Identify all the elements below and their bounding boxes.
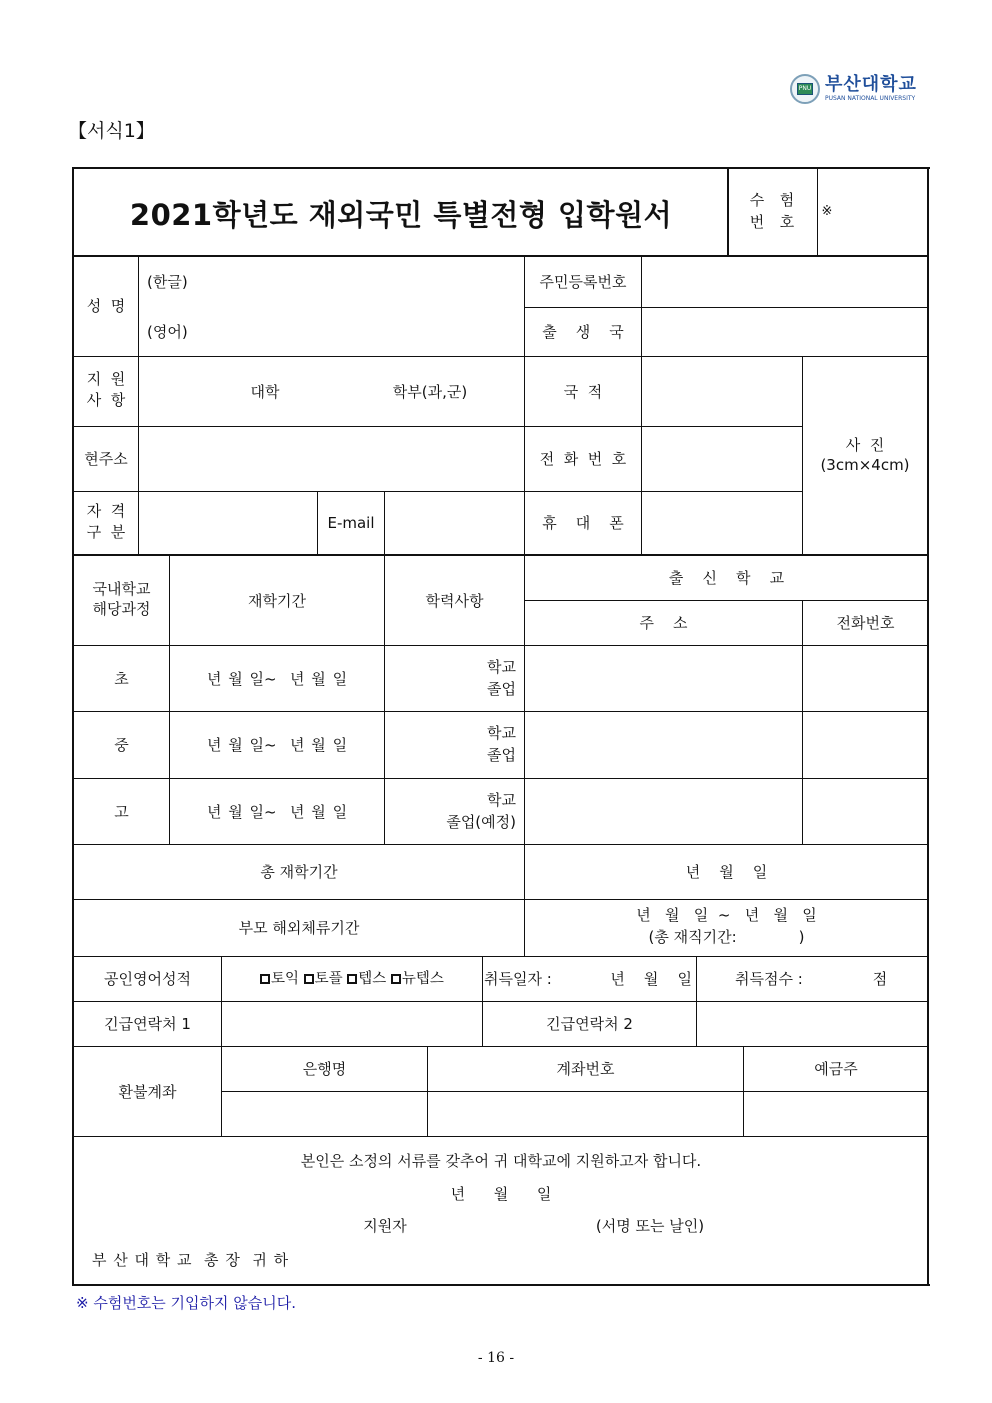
email-label: E-mail (327, 514, 375, 532)
footnote: ※ 수험번호는 기입하지 않습니다. (76, 1294, 297, 1312)
option-new-teps[interactable]: 뉴텝스 (391, 969, 444, 989)
checkbox-icon[interactable] (347, 974, 357, 984)
total-period-field[interactable]: 년 월 일 (685, 863, 768, 881)
photo-size-label: (3cm×4cm) (820, 456, 910, 474)
qualification-label-line1: 자 격 (86, 502, 126, 520)
school-record-line2: 졸업(예정) (446, 813, 516, 831)
parent-employment-period[interactable]: (총 재직기간: ) (648, 928, 805, 946)
applicant-label: 지원자 (363, 1217, 407, 1235)
photo-label: 사 진 (845, 436, 885, 454)
resident-number-label: 주민등록번호 (539, 272, 627, 291)
parent-period-label: 부모 해외체류기간 (238, 919, 360, 937)
school-record-line2: 졸업 (487, 680, 516, 698)
school-address-field[interactable] (525, 712, 802, 778)
emergency-contact1-label: 긴급연락처 1 (104, 1015, 191, 1033)
school-phone-field[interactable] (803, 779, 928, 844)
name-korean-label: (한글) (147, 273, 188, 291)
phone-field[interactable] (642, 427, 802, 491)
application-label-line1: 지 원 (86, 370, 126, 388)
school-phone-header: 전화번호 (836, 614, 895, 632)
school-address-header: 주 소 (639, 614, 688, 632)
addressee: 부 산 대 학 교 총 장 귀 하 (92, 1251, 290, 1269)
university-logo (790, 72, 925, 106)
resident-number-field[interactable] (642, 257, 927, 307)
nationality-label: 국 적 (563, 382, 603, 401)
score-unit: 점 (872, 970, 888, 988)
account-number-header: 계좌번호 (556, 1060, 615, 1078)
emergency-contact2-field[interactable] (697, 1002, 928, 1046)
parent-period-field[interactable]: 년 월 일 ~ 년 월 일 (636, 906, 817, 924)
english-score-label: 공인영어성적 (104, 970, 191, 988)
bank-name-header: 은행명 (302, 1060, 347, 1078)
score-label: 취득점수 : (735, 970, 803, 988)
exam-number-label-line2: 번 호 (749, 213, 797, 231)
applicant-signature-field[interactable] (430, 1212, 580, 1240)
phone-label: 전 화 번 호 (539, 450, 627, 468)
school-level: 초 (114, 669, 129, 688)
acquisition-date-field[interactable]: 년 월 일 (610, 970, 692, 988)
school-phone-field[interactable] (803, 646, 928, 711)
option-teps[interactable]: 텝스 (347, 969, 386, 989)
signature-label: (서명 또는 날인) (595, 1217, 705, 1235)
form-title: 2021학년도 재외국민 특별전형 입학원서 (129, 197, 673, 232)
email-field[interactable] (385, 492, 524, 554)
school-record-line1: 학교 (487, 791, 516, 809)
name-korean-field[interactable] (200, 260, 520, 304)
record-header: 학력사항 (425, 591, 484, 610)
school-record-line1: 학교 (487, 658, 516, 676)
emergency-contact2-label: 긴급연락처 2 (546, 1015, 633, 1033)
name-english-label: (영어) (147, 323, 188, 341)
school-period-field[interactable]: 년 월 일~ 년 월 일 (206, 669, 348, 688)
qualification-field[interactable] (139, 492, 317, 554)
account-number-field[interactable] (428, 1092, 743, 1136)
application-label-line2: 사 항 (86, 391, 126, 409)
option-toefl[interactable]: 토플 (304, 969, 343, 989)
school-header: 출 신 학 교 (668, 569, 785, 587)
school-level: 중 (114, 736, 129, 754)
total-period-label: 총 재학기간 (260, 863, 338, 881)
birth-country-label: 출 생 국 (542, 323, 624, 341)
checkbox-icon[interactable] (304, 974, 314, 984)
school-address-field[interactable] (525, 779, 802, 844)
declaration-statement: 본인은 소정의 서류를 갖추어 귀 대학교에 지원하고자 합니다. (300, 1152, 702, 1170)
bank-name-field[interactable] (222, 1092, 427, 1136)
name-english-field[interactable] (200, 310, 520, 354)
account-holder-header: 예금주 (814, 1060, 858, 1078)
school-record-line2: 졸업 (487, 746, 516, 764)
mobile-field[interactable] (642, 492, 802, 554)
address-label: 현주소 (84, 450, 128, 468)
school-level: 고 (114, 802, 129, 821)
refund-account-label: 환불계좌 (118, 1082, 177, 1101)
nationality-field[interactable] (642, 357, 802, 426)
address-field[interactable] (139, 427, 524, 491)
emergency-contact1-field[interactable] (222, 1002, 482, 1046)
school-phone-field[interactable] (803, 712, 928, 778)
account-holder-field[interactable] (744, 1092, 928, 1136)
option-toeic[interactable]: 토익 (260, 969, 299, 989)
qualification-label-line2: 구 분 (86, 523, 126, 541)
name-label: 성 명 (86, 297, 126, 315)
university-seal-icon: PNU (790, 74, 820, 104)
period-header: 재학기간 (248, 591, 306, 610)
logo-english-name: PUSAN NATIONAL UNIVERSITY (825, 95, 916, 102)
college-label: 대학 (250, 383, 280, 401)
page-number: - 16 - (477, 1350, 515, 1366)
birth-country-field[interactable] (642, 308, 927, 356)
school-period-field[interactable]: 년 월 일~ 년 월 일 (206, 802, 348, 821)
department-label: 학부(과,군) (392, 383, 468, 401)
exam-number-field[interactable]: ※ (821, 204, 833, 219)
mobile-label: 휴 대 폰 (542, 514, 624, 532)
form-number-label: 【서식1】 (68, 120, 155, 142)
school-period-field[interactable]: 년 월 일~ 년 월 일 (206, 736, 348, 754)
checkbox-icon[interactable] (260, 974, 270, 984)
exam-number-label-line1: 수 험 (749, 191, 797, 209)
acquisition-date-label: 취득일자 : (484, 970, 552, 988)
school-address-field[interactable] (525, 646, 802, 711)
course-header-line2: 해당과정 (92, 600, 151, 618)
declaration-date-field[interactable]: 년 월 일 (450, 1185, 552, 1203)
checkbox-icon[interactable] (391, 974, 401, 984)
english-test-options (222, 957, 482, 1001)
school-record-line1: 학교 (487, 724, 516, 742)
course-header-line1: 국내학교 (92, 580, 151, 598)
logo-korean-name: 부산대학교 (825, 74, 917, 95)
